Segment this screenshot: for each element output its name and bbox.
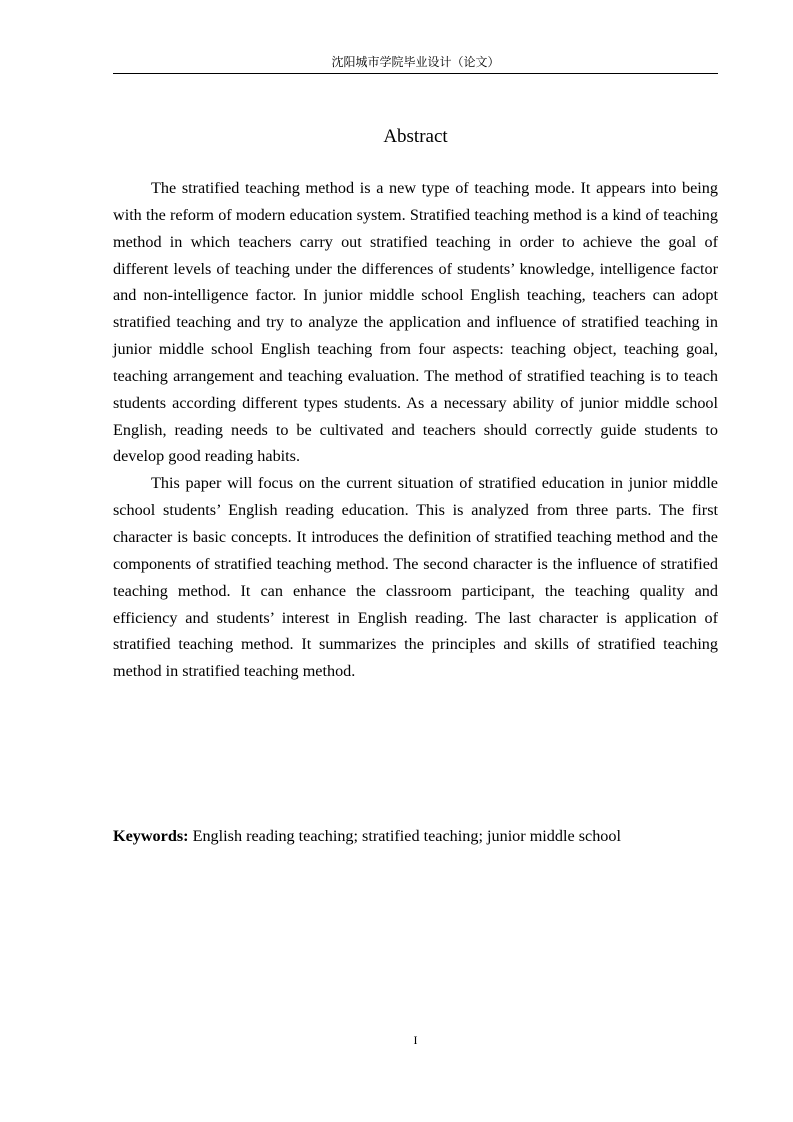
keywords-line bbox=[113, 823, 718, 849]
abstract-body bbox=[113, 175, 718, 685]
running-header: 沈阳城市学院毕业设计（论文） bbox=[331, 55, 500, 69]
page-number: I bbox=[413, 1033, 418, 1047]
abstract-paragraph-1: The stratified teaching method is a new type of teaching mode. It appears into being with the reform of modern education system. Stratified teaching method is a kind of teaching method in which teachers carry out stratified teaching in order to achieve the goal of different levels of teaching under the differences of students’ knowledge, intelligence factor and non-intelligence factor. In junior middle school English teaching, teachers can adopt stratified teaching and try to analyze the application and influence of stratified teaching in junior middle school English teaching from four aspects: teaching object, teaching goal, teaching arrangement and teaching evaluation. The method of stratified teaching is to teach students according different types students. As a necessary ability of junior middle school English, reading needs to be cultivated and teachers should correctly guide students to develop good reading habits. bbox=[113, 179, 718, 466]
keywords-label: Keywords: bbox=[113, 827, 189, 845]
abstract-title: Abstract bbox=[383, 126, 448, 147]
keywords-text: English reading teaching; stratified teaching; junior middle school bbox=[188, 827, 621, 845]
header-divider bbox=[113, 73, 718, 74]
abstract-paragraph-2: This paper will focus on the current situation of stratified education in junior middle school students’ English reading education. This is analyzed from three parts. The first character is basic concepts. It introduces the definition of stratified teaching method and the components of stratified teaching method. The second character is the influence of stratified teaching method. It can enhance the classroom participant, the teaching quality and efficiency and students’ interest in English reading. The last character is application of stratified teaching method. It summarizes the principles and skills of stratified teaching method in stratified teaching method. bbox=[113, 474, 718, 681]
